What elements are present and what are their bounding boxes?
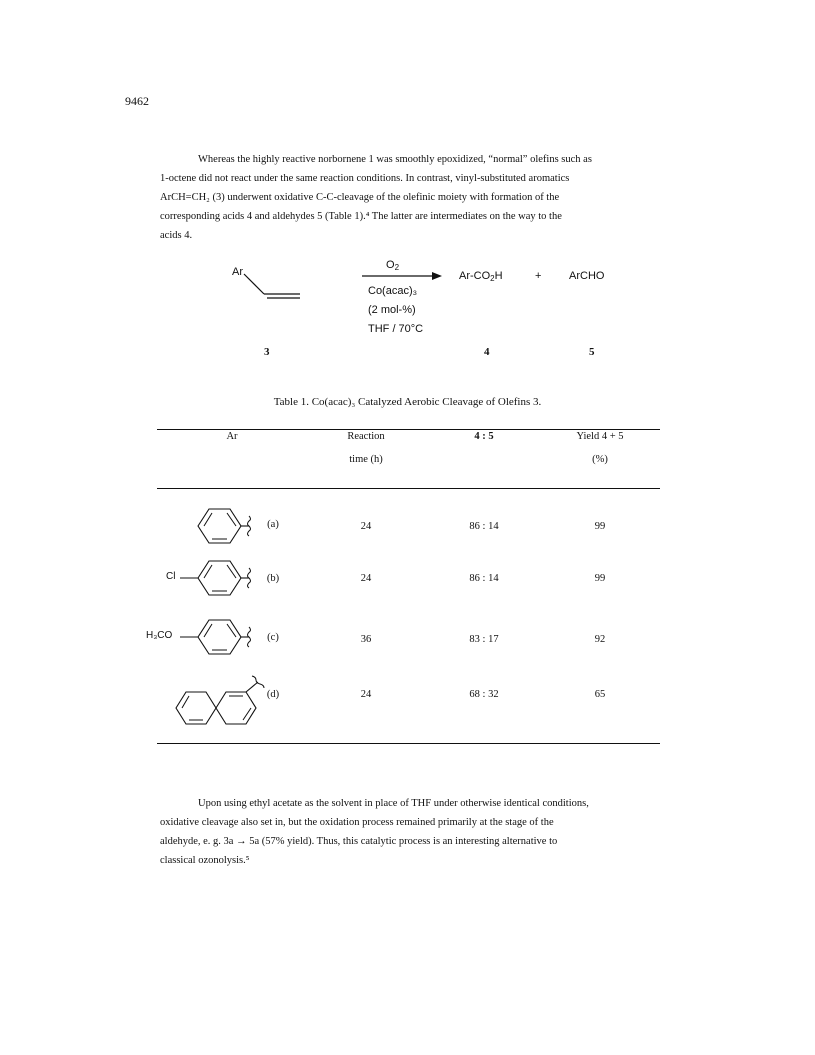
- cell-time: 24: [360, 521, 372, 532]
- reagent-oxygen: $O_2$: [386, 259, 400, 272]
- cell-ratio: 86 : 14: [469, 521, 499, 532]
- cell-yield: 99: [594, 521, 606, 532]
- table-header-rule: [157, 488, 660, 489]
- cell-time: 24: [360, 573, 372, 584]
- paragraph-line: aldehyde, e. g. 3a → 5a (57% yield). Thus, this catalytic process is an interesting alternative to: [160, 836, 558, 847]
- reagent-conditions: Co(acac)₃ (2 mol-%) THF / 70°C: [368, 285, 424, 335]
- header-reaction-time: Reaction time (h): [347, 431, 385, 465]
- compound-label-5: 5: [589, 346, 595, 358]
- substituent-label: H₃CO: [146, 630, 173, 641]
- cell-ratio: 68 : 32: [469, 689, 499, 700]
- row-label: (b): [266, 573, 280, 584]
- paragraph-conclusion: [160, 794, 657, 870]
- header-yield: Yield 4 + 5 (%): [576, 431, 624, 465]
- paragraph-line: corresponding acids 4 and aldehydes 5 (Table 1).⁴ The latter are intermediates on the way to the: [160, 211, 562, 222]
- reactant-ar-label: Ar: [232, 266, 243, 278]
- paragraph-line: Upon using ethyl acetate as the solvent in place of THF under otherwise identical conditions,: [198, 798, 589, 809]
- cell-time: 36: [360, 634, 372, 645]
- cell-time: 24: [360, 689, 372, 700]
- table-caption: Table 1. Co(acac)₃ Catalyzed Aerobic Cleavage of Olefins 3.: [273, 396, 542, 408]
- header-ratio: 4 : 5: [474, 431, 494, 442]
- paragraph-line: classical ozonolysis.⁵: [160, 855, 250, 866]
- page-number: 9462: [125, 94, 149, 108]
- paragraph-line: Whereas the highly reactive norbornene 1 was smoothly epoxidized, “normal” olefins such as: [198, 154, 592, 165]
- header-ar: Ar: [226, 431, 238, 442]
- paragraph-line: oxidative cleavage also set in, but the oxidation process remained primarily at the stage of the: [160, 817, 554, 828]
- product-aldehyde: ArCHO: [569, 270, 605, 282]
- vinyl-structure: [240, 270, 310, 300]
- paragraph-line: ArCH=CH₂ (3) underwent oxidative C-C-cleavage of the olefinic moiety with formation of the: [160, 192, 560, 203]
- cell-ratio: 86 : 14: [469, 573, 499, 584]
- table-top-rule: [157, 429, 660, 430]
- row-label: (a): [267, 519, 279, 530]
- row-label: (d): [266, 689, 280, 700]
- naphthyl-structure: [170, 672, 270, 728]
- substituent-label: Cl: [166, 571, 176, 582]
- plus-sign: +: [535, 270, 542, 282]
- cell-ratio: 83 : 17: [469, 634, 499, 645]
- cell-yield: 65: [594, 689, 606, 700]
- cell-yield: 92: [594, 634, 606, 645]
- reaction-arrow: [362, 271, 442, 281]
- paragraph-line: 1-octene did not react under the same reaction conditions. In contrast, vinyl-substituted aromatics: [160, 173, 570, 184]
- paragraph-line: acids 4.: [160, 230, 193, 241]
- paragraph-intro: [160, 150, 657, 245]
- cell-yield: 99: [594, 573, 606, 584]
- compound-label-4: 4: [484, 346, 490, 358]
- row-label: (c): [267, 632, 279, 643]
- table-bottom-rule: [157, 743, 660, 744]
- product-acid: $Ar-CO_2H$: [459, 270, 503, 283]
- compound-label-3: 3: [264, 346, 270, 358]
